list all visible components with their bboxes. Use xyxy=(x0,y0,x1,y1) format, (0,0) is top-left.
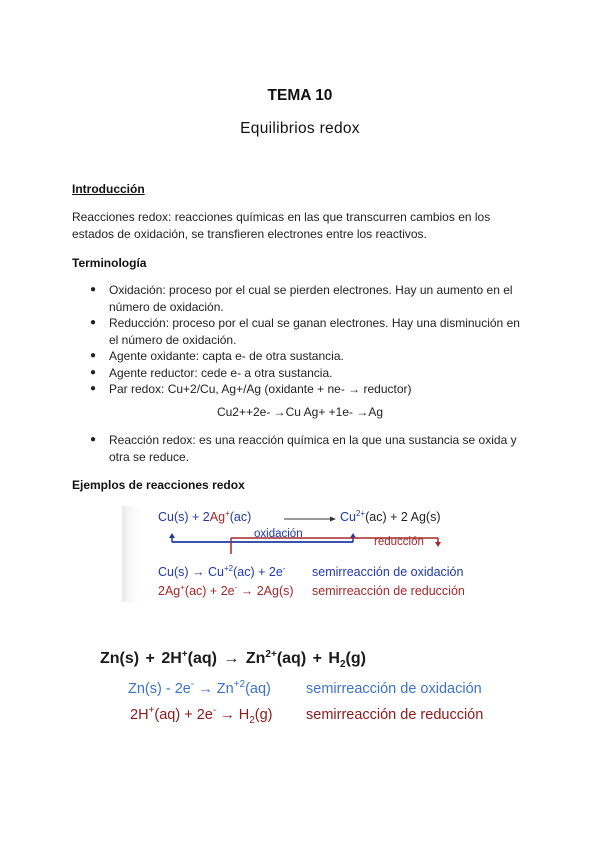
bullet-icon: ● xyxy=(90,317,97,328)
zn-oxidation-label: semirreacción de oxidación xyxy=(306,681,482,697)
intro-text: Reacciones redox: reacciones químicas en las que transcurren cambios en los estados de oxidación, se transfieren electrones entre los reactivos. xyxy=(72,210,491,241)
bullet-icon: ● xyxy=(90,383,97,394)
half-reaction-reduction: 2Ag+(ac) + 2e- → 2Ag(s) xyxy=(158,583,294,598)
list-item: ● Par redox: Cu+2/Cu, Ag+/Ag (oxidante + ne- → reductor) xyxy=(90,382,412,396)
h-reduction-label: semirreacción de reducción xyxy=(306,707,484,723)
terminology-heading: Terminología xyxy=(72,256,147,270)
reaction-arrow-head xyxy=(330,517,336,522)
h-reduction-half: $2H^+(aq) + 2e^- \to H_2(g)$ xyxy=(130,705,273,726)
page-title: TEMA 10 xyxy=(267,87,333,104)
redox-figure-zn-h xyxy=(92,640,522,735)
redox-pair-equation: Cu2++2e- →Cu Ag+ +1e- →Ag xyxy=(216,405,384,419)
bullet-icon: ● xyxy=(90,366,97,378)
terminology-list xyxy=(72,282,532,398)
bullet-icon: ● xyxy=(90,284,97,295)
oxidacion-label: oxidación xyxy=(254,528,303,540)
reduccion-label: reducción xyxy=(374,536,424,548)
list-item: ● Agente reductor: cede e- a otra sustancia. xyxy=(90,365,333,380)
page-subtitle: Equilibrios redox xyxy=(240,120,360,137)
list-item: ● Oxidación: proceso por el cual se pierden electrones. Hay un aumento en el número de oxidación. xyxy=(90,283,513,314)
list-item: ● Agente oxidante: capta e- de otra sustancia. xyxy=(90,349,344,363)
half-reaction-reduction-label: semirreacción de reducción xyxy=(312,584,465,598)
reaction-products: $Cu^{2+}(ac) + 2$ Ag(s) xyxy=(340,509,441,524)
list-item: ● Reacción redox: es una reacción química en la que una sustancia se oxida y otra se reduce. xyxy=(90,433,517,464)
terminology-list-2 xyxy=(72,432,532,465)
bullet-icon: ● xyxy=(90,434,97,445)
reaction-reactants: Cu(s) + 2Ag+(ac) xyxy=(158,509,252,524)
half-reaction-oxidation: $Cu(s) \to Cu^{+2}(ac) + 2e^-$ xyxy=(158,564,286,579)
examples-heading: Ejemplos de reacciones redox xyxy=(72,478,245,492)
redox-figure-cu-ag xyxy=(122,506,478,602)
main-reaction: $Zn(s) + 2H^+(aq) \to Zn^{2+}(aq) + H_2(g)$ xyxy=(100,649,366,670)
intro-heading: Introducción xyxy=(72,182,145,196)
half-reaction-oxidation-label: semirreacción de oxidación xyxy=(312,565,464,579)
list-item: ● Reducción: proceso por el cual se ganan electrones. Hay una disminución en el número de oxidación. xyxy=(90,316,520,347)
bullet-icon: ● xyxy=(90,350,97,361)
zn-oxidation-half: $Zn(s) - 2e^- \to Zn^{+2}(aq)$ xyxy=(128,679,271,697)
